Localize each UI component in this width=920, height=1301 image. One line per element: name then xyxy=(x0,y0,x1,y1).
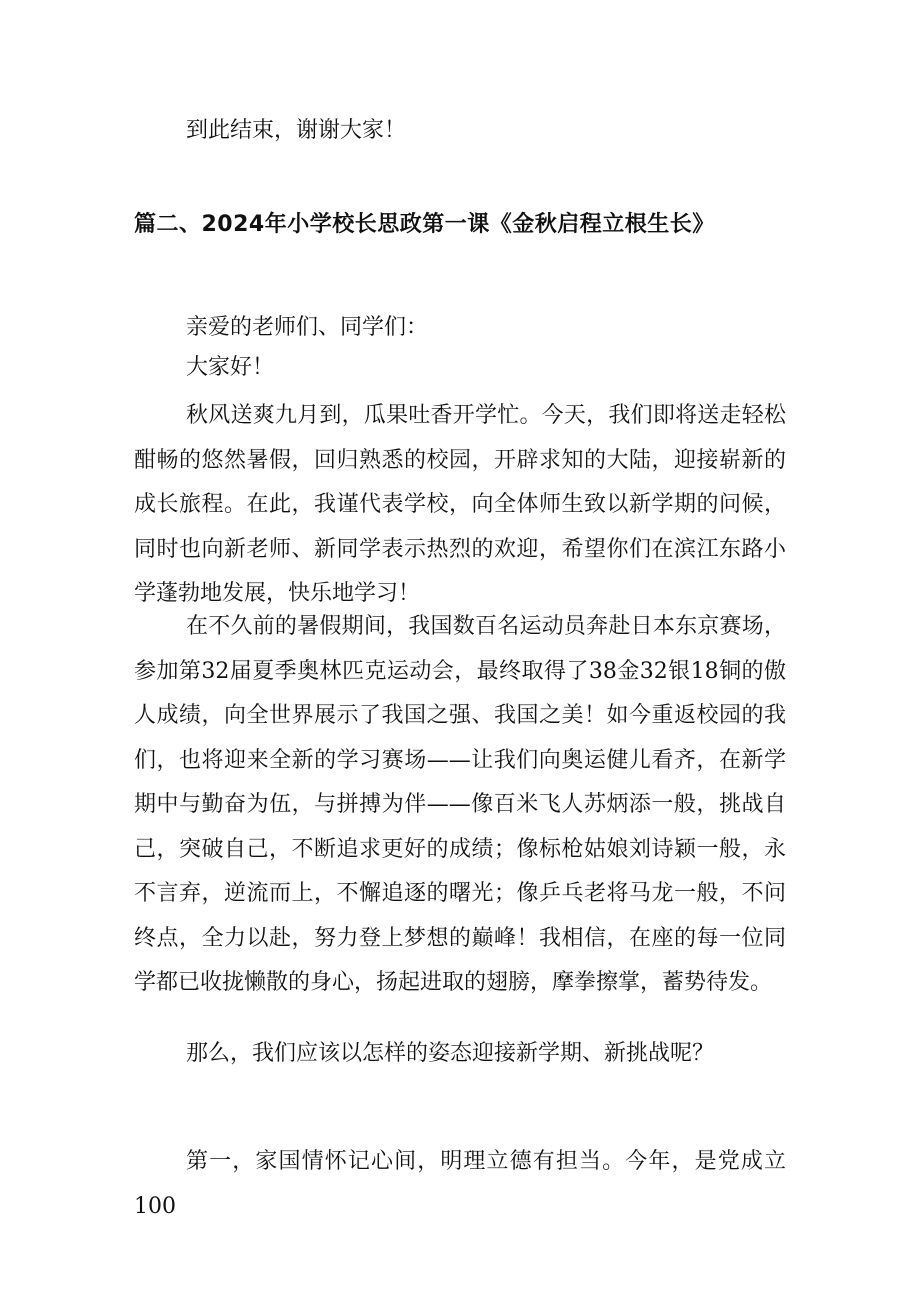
paragraph-first-point: 第一，家国情怀记心间，明理立德有担当。今年，是党成立100 xyxy=(134,1149,786,1219)
section-heading: 篇二、2024年小学校长思政第一课《金秋启程立根生长》 xyxy=(134,212,715,237)
paragraph-olympics: 在不久前的暑假期间，我国数百名运动员奔赴日本东京赛场，参加第32届夏季奥林匹克运动会，最终取得了38金32银18铜的傲人成绩，向全世界展示了我国之强、我国之美！如今重返校园的我们，也将迎来全新的学习赛场——让我们向奥运健儿看齐，在新学期中与勤奋为伍，与拼搏为伴——像百米飞人苏炳添一般，挑战自己，突破自己，不断追求更好的成绩；像标枪姑娘刘诗颖一般，永不言弃，逆流而上，不懈追逐的曙光；像乒乓老将马龙一般，不问终点，全力以赴，努力登上梦想的巅峰！我相信，在座的每一位同学都已收拢懒散的身心，扬起进取的翅膀，摩拳擦掌，蓄势待发。 xyxy=(134,614,786,995)
closing-line: 到此结束，谢谢大家！ xyxy=(186,118,407,143)
paragraph-question: 那么，我们应该以怎样的姿态迎接新学期、新挑战呢？ xyxy=(186,1041,715,1066)
salutation: 亲爱的老师们、同学们： xyxy=(186,315,429,340)
hello-line: 大家好！ xyxy=(186,355,275,380)
paragraph-intro: 秋风送爽九月到，瓜果吐香开学忙。今天，我们即将送走轻松酣畅的悠然暑假，回归熟悉的校园，开辟求知的大陆，迎接崭新的成长旅程。在此，我谨代表学校，向全体师生致以新学期的问候，同时也向新老师、新同学表示热烈的欢迎，希望你们在滨江东路小学蓬勃地发展，快乐地学习！ xyxy=(134,403,786,606)
